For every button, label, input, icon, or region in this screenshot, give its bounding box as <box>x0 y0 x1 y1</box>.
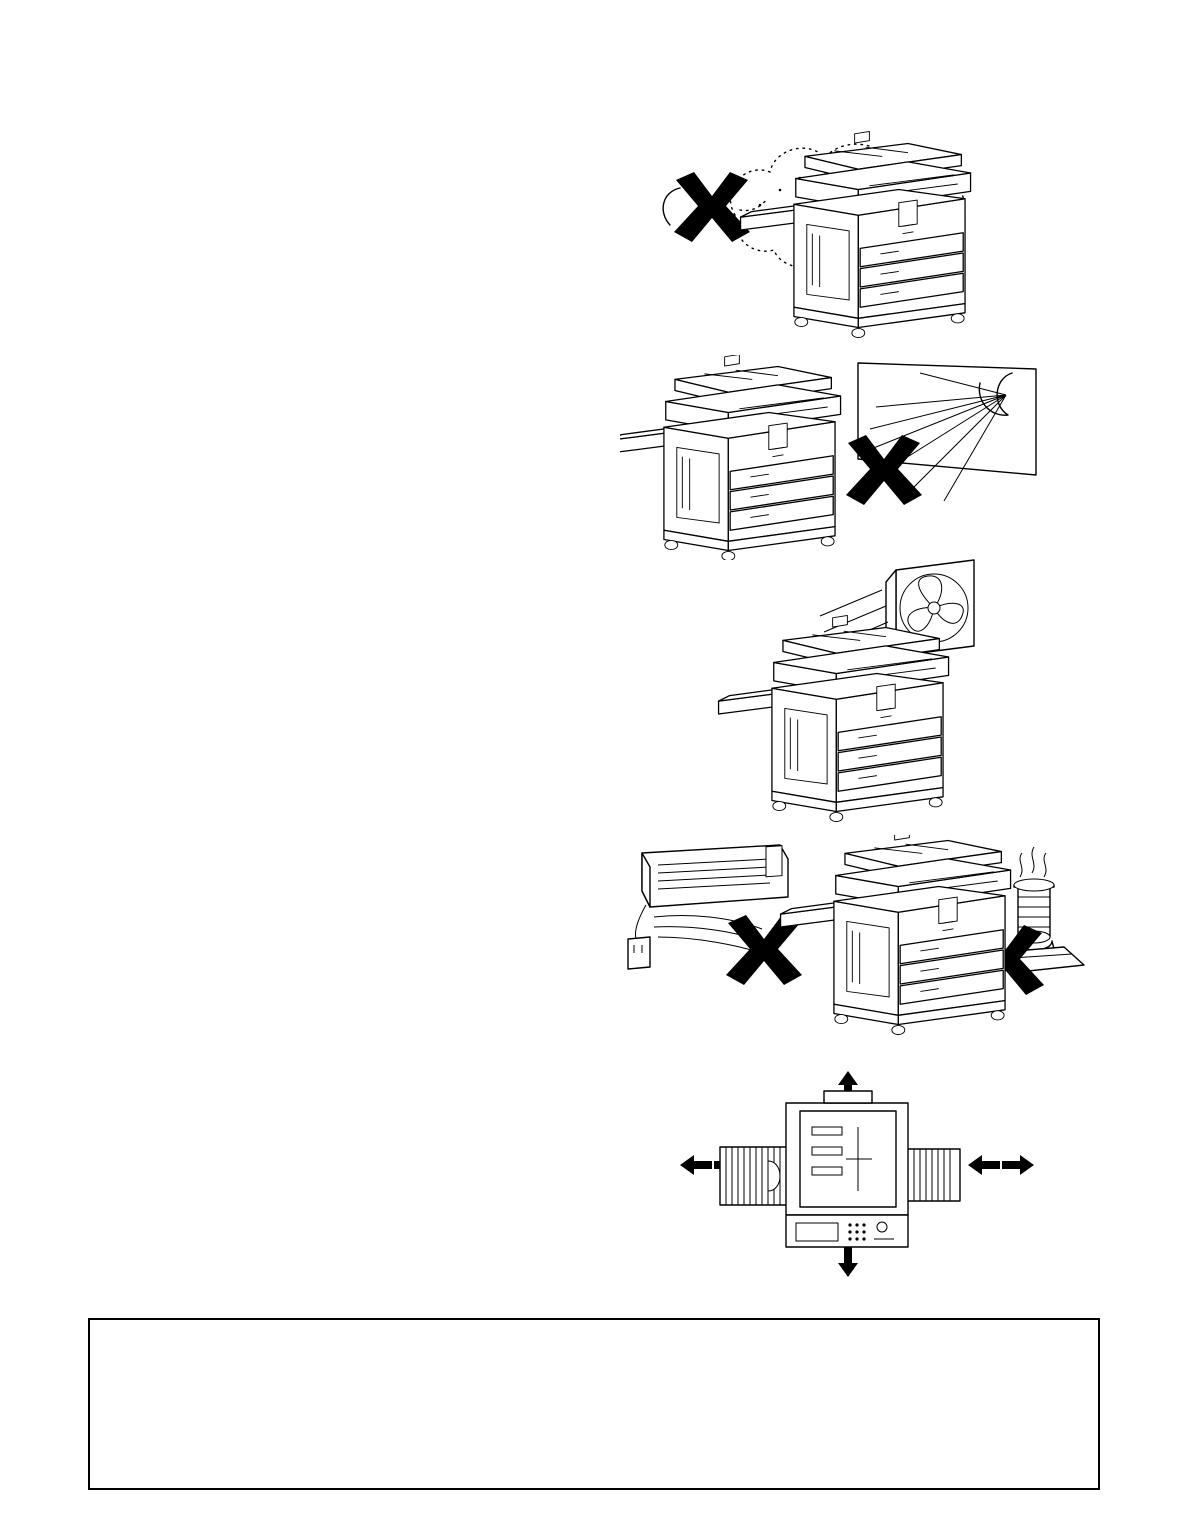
figure-ventilation-fan <box>700 550 1000 840</box>
prohibition-x-mark <box>674 172 750 242</box>
copier-illustration <box>781 835 1011 1035</box>
copier-illustration <box>719 615 949 821</box>
figure-air-conditioner-and-heater <box>620 835 1090 1060</box>
swirl-line <box>663 188 680 225</box>
copier-illustration <box>620 355 841 560</box>
figure-clearance-top-view <box>660 1065 1060 1285</box>
note-box <box>88 1318 1100 1490</box>
keypad-icon <box>848 1223 865 1240</box>
clearance-arrow-right <box>968 1155 1034 1175</box>
figure-dusty-environment <box>640 120 990 350</box>
copier-top-view <box>720 1091 960 1247</box>
copier-illustration <box>741 131 971 337</box>
figure-direct-sunlight <box>620 355 1040 560</box>
